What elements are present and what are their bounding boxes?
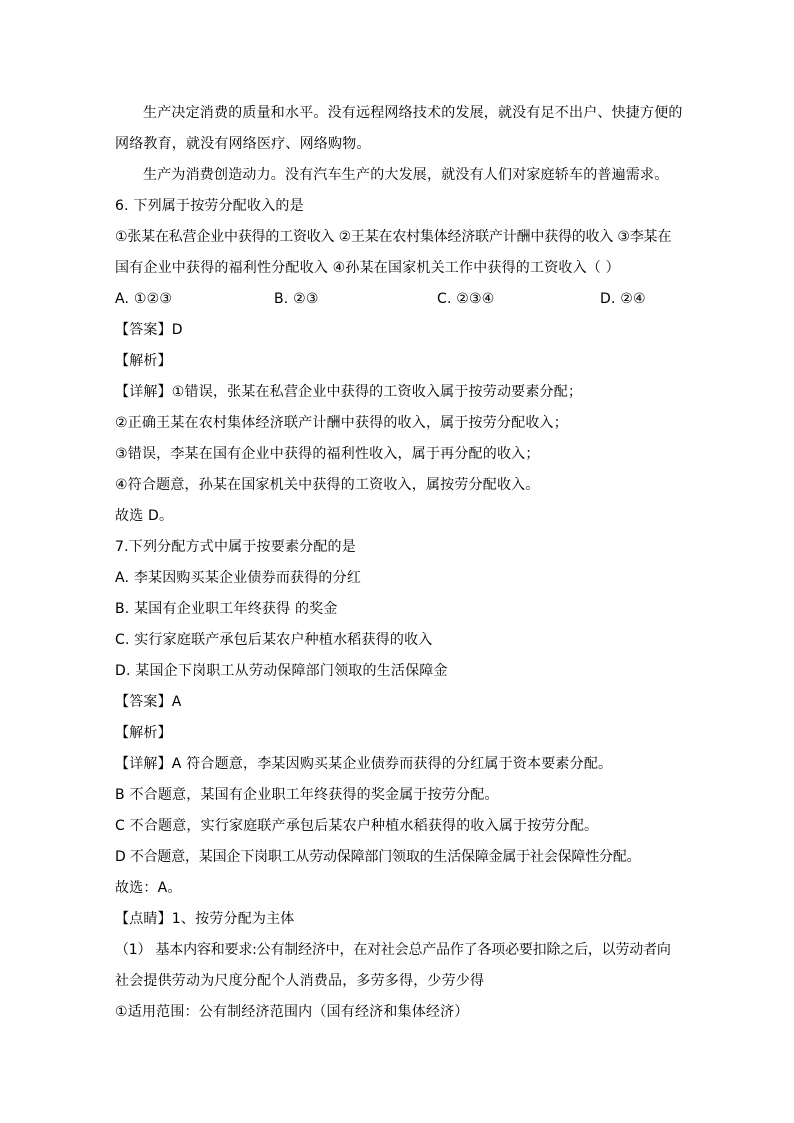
q7-detail-2: B 不合题意，某国有企业职工年终获得的奖金属于按劳分配。 [115,787,499,803]
q7-option-a: A. 李某因购买某企业债券而获得的分红 [115,570,362,586]
intro-paragraph-1-line-2: 网络教育，就没有网络医疗、网络购物。 [115,136,371,152]
q7-detail-1: 【详解】A 符合题意，李某因购买某企业债券而获得的分红属于资本要素分配。 [115,756,613,772]
q7-point-line-2: 社会提供劳动为尺度分配个人消费品，多劳多得，少劳少得 [115,973,485,989]
q7-point-title: 【点睛】1、按劳分配为主体 [115,911,295,927]
q6-stem-line-2: 国有企业中获得的福利性分配收入 ④孙某在国家机关工作中获得的工资收入（ ） [115,260,620,276]
intro-paragraph-2: 生产为消费创造动力。没有汽车生产的大发展，就没有人们对家庭轿车的普遍需求。 [143,167,669,183]
q6-option-c: C. ②③④ [437,291,495,307]
q6-option-b: B. ②③ [274,291,319,307]
q7-detail-4: D 不合题意，某国企下岗职工从劳动保障部门领取的生活保障金属于社会保障性分配。 [115,849,641,865]
q6-options [115,284,695,315]
q6-detail-2: ②正确王某在农村集体经济联产计酬中获得的收入，属于按劳分配收入； [115,415,568,431]
q6-option-a: A. ①②③ [115,291,173,307]
q7-option-c: C. 实行家庭联产承包后某农户种植水稻获得的收入 [115,632,433,648]
q6-title: 6. 下列属于按劳分配收入的是 [115,198,304,214]
q6-answer: 【答案】D [115,322,183,338]
q6-detail-3: ③错误，李某在国有企业中获得的福利性收入，属于再分配的收入； [115,446,540,462]
q7-point-line-3: ①适用范围：公有制经济范围内（国有经济和集体经济） [115,1004,469,1020]
q6-detail-4: ④符合题意，孙某在国家机关中获得的工资收入，属按劳分配收入。 [115,477,540,493]
q7-option-d: D. 某国企下岗职工从劳动保障部门领取的生活保障金 [115,663,448,679]
q6-choose: 故选 D。 [115,508,174,524]
q7-title: 7.下列分配方式中属于按要素分配的是 [115,539,356,555]
q6-option-d: D. ②④ [600,291,646,307]
q7-option-b: B. 某国有企业职工年终获得 的奖金 [115,601,338,617]
q7-detail-3: C 不合题意，实行家庭联产承包后某农户种植水稻获得的收入属于按劳分配。 [115,818,599,834]
q6-detail-1: 【详解】①错误，张某在私营企业中获得的工资收入属于按劳动要素分配； [115,384,583,400]
q7-choose: 故选：A。 [115,880,182,896]
intro-paragraph-1-line-1: 生产决定消费的质量和水平。没有远程网络技术的发展，就没有足不出户、快捷方便的 [143,105,683,121]
q7-analysis-label: 【解析】 [115,725,172,741]
page-content [115,98,695,1028]
q6-stem-line-1: ①张某在私营企业中获得的工资收入 ②王某在农村集体经济联产计酬中获得的收入 ③李某在 [115,229,672,245]
q6-analysis-label: 【解析】 [115,353,172,369]
q7-answer: 【答案】A [115,694,182,710]
q7-point-line-1: （1） 基本内容和要求:公有制经济中，在对社会总产品作了各项必要扣除之后，以劳动者向 [115,942,671,958]
